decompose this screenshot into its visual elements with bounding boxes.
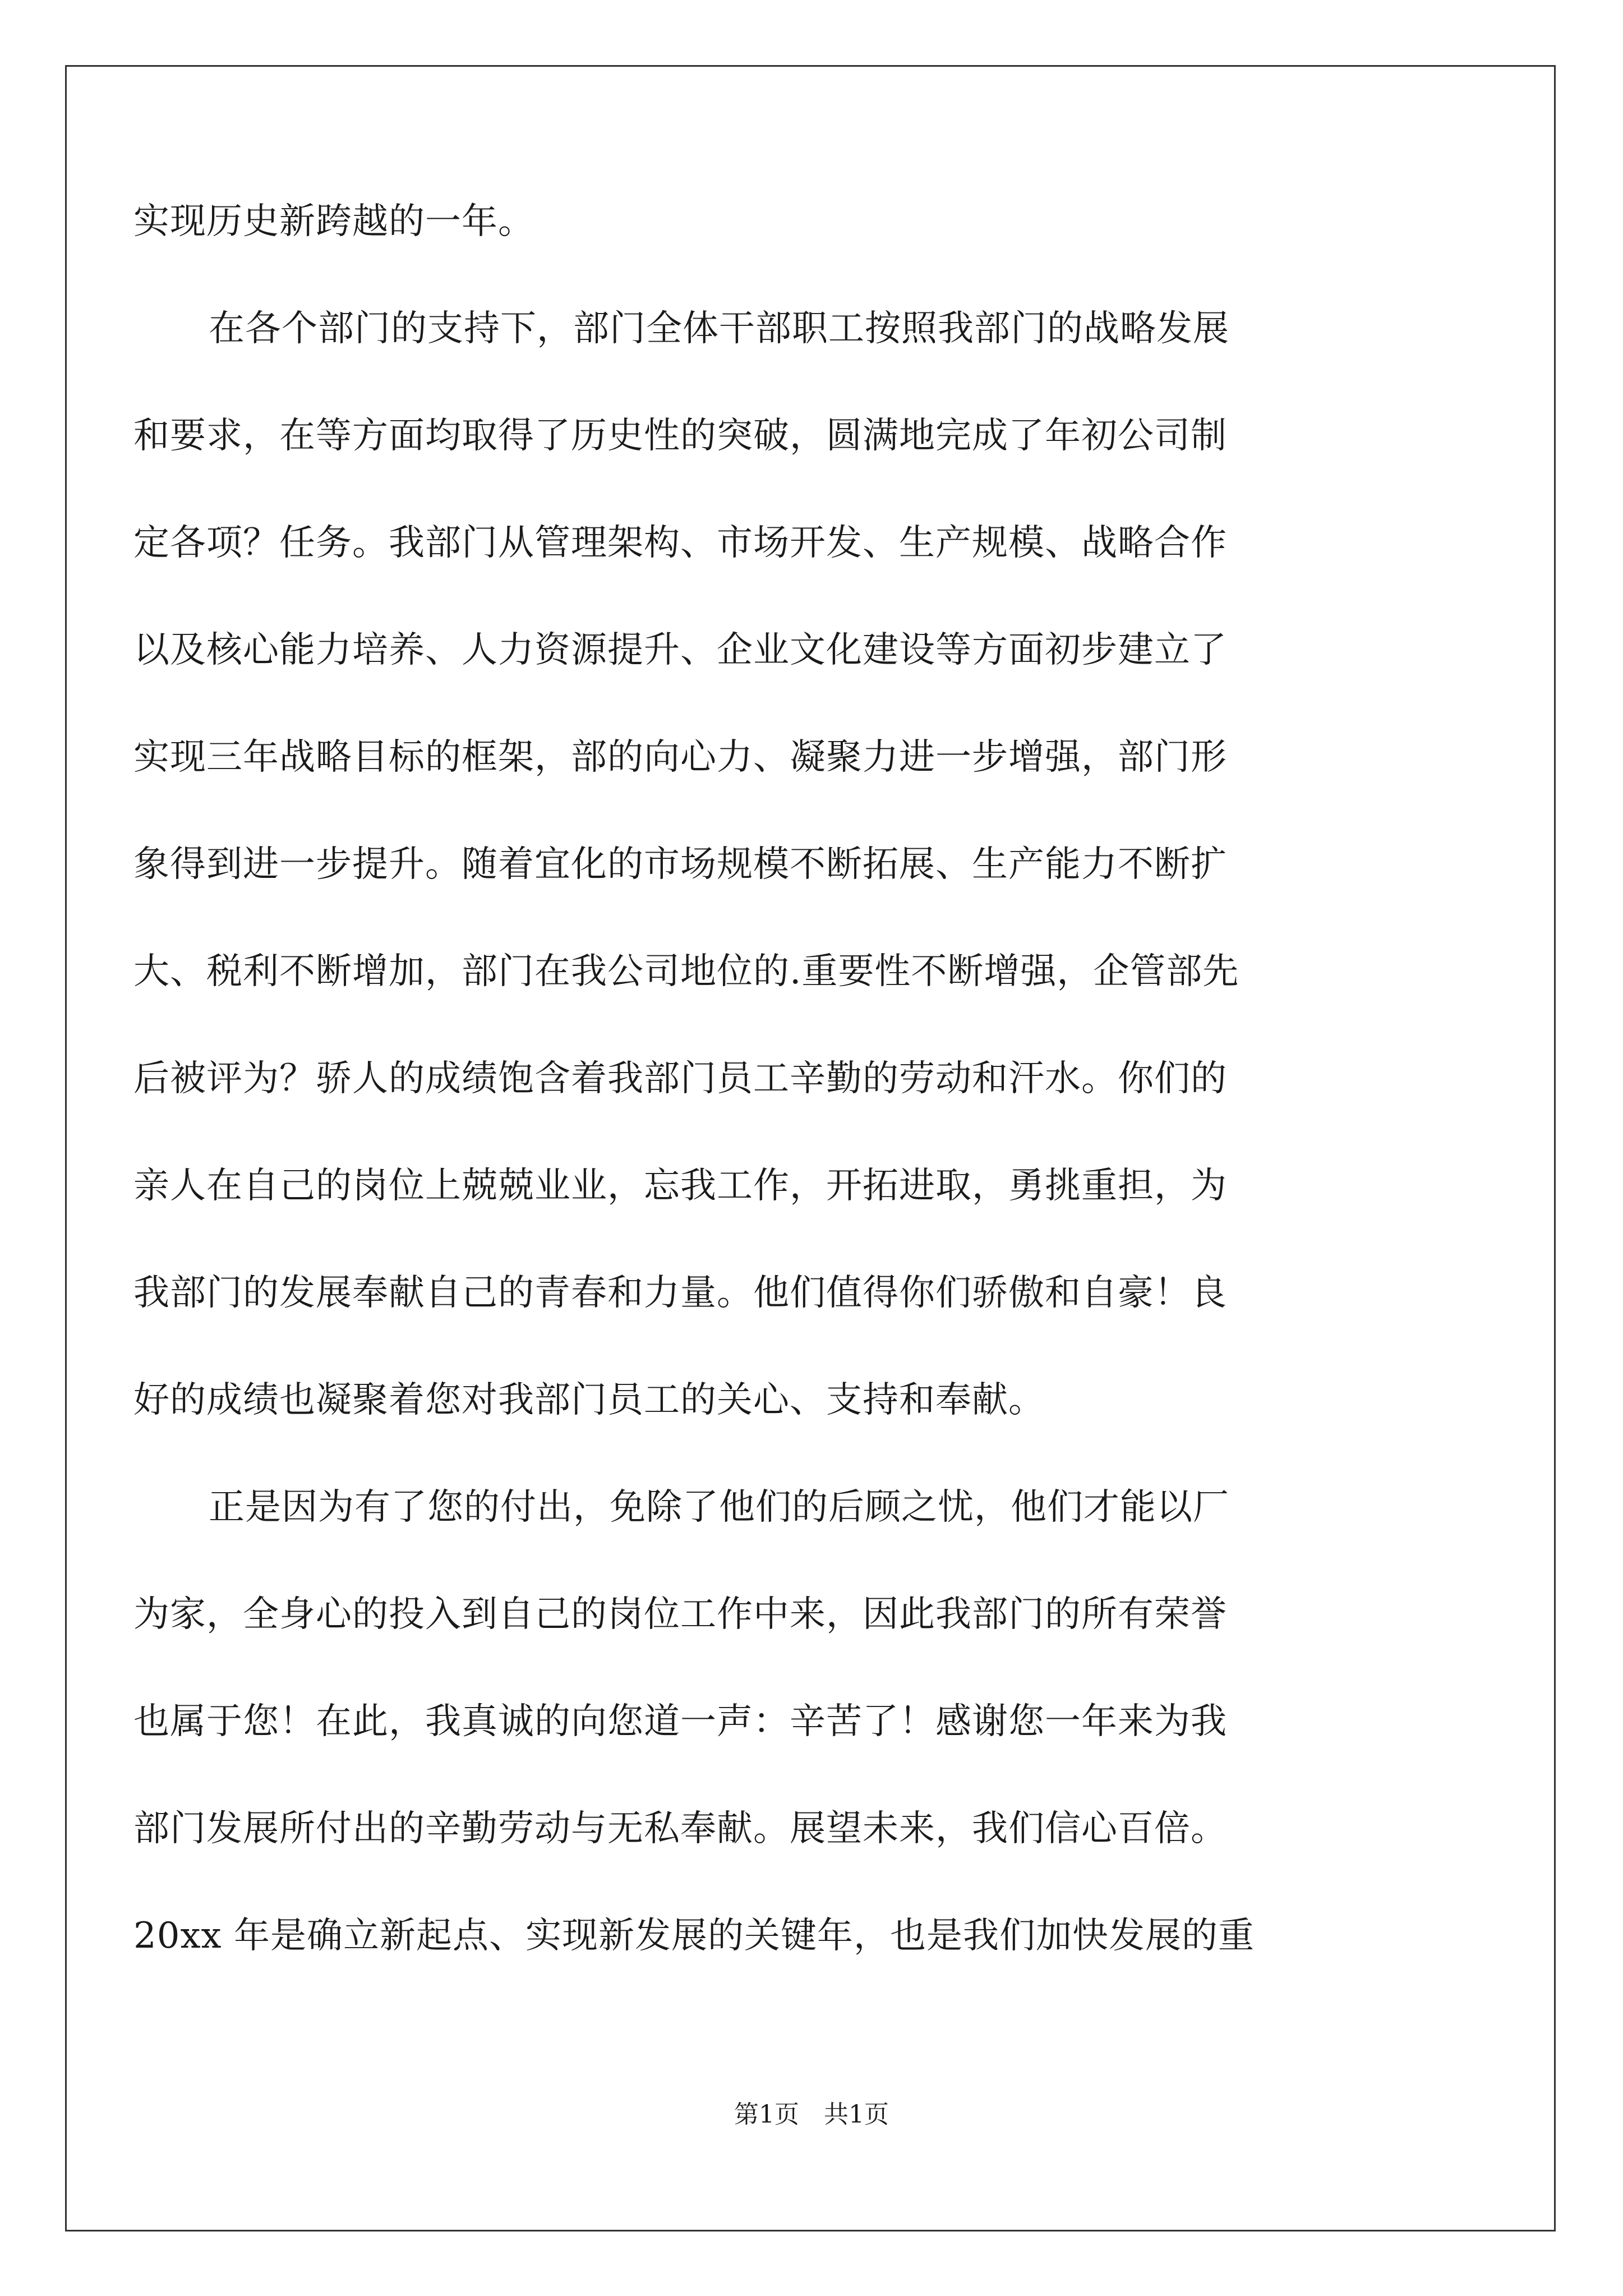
text-line: 实现三年战略目标的框架，部的向心力、凝聚力进一步增强，部门形	[133, 737, 1227, 778]
text-line: 实现历史新跨越的一年。	[133, 201, 534, 242]
text-line: 定各项？任务。我部门从管理架构、市场开发、生产规模、战略合作	[133, 522, 1227, 564]
text-line: 好的成绩也凝聚着您对我部门员工的关心、支持和奉献。	[133, 1379, 1045, 1421]
text-line: 正是因为有了您的付出，免除了他们的后顾之忧，他们才能以厂	[209, 1487, 1229, 1528]
text-line: 象得到进一步提升。随着宜化的市场规模不断拓展、生产能力不断扩	[133, 844, 1227, 885]
text-line: 为家，全身心的投入到自己的岗位工作中来，因此我部门的所有荣誉	[133, 1594, 1227, 1635]
page-number: 第1页 共1页	[734, 2100, 889, 2129]
text-line: 以及核心能力培养、人力资源提升、企业文化建设等方面初步建立了	[133, 629, 1227, 671]
document-body	[133, 168, 1440, 1990]
text-line: 大、税利不断增加，部门在我公司地位的.重要性不断增强，企管部先	[133, 951, 1239, 992]
text-line: 在各个部门的支持下，部门全体干部职工按照我部门的战略发展	[209, 308, 1229, 349]
text-line: 亲人在自己的岗位上兢兢业业，忘我工作，开拓进取，勇挑重担，为	[133, 1165, 1227, 1207]
text-line: 后被评为？骄人的成绩饱含着我部门员工辛勤的劳动和汗水。你们的	[133, 1058, 1227, 1099]
text-line: 也属于您！在此，我真诚的向您道一声：辛苦了！感谢您一年来为我	[133, 1701, 1227, 1742]
page-footer	[0, 2098, 1623, 2132]
text-line: 我部门的发展奉献自己的青春和力量。他们值得你们骄傲和自豪！良	[133, 1272, 1227, 1314]
text-line: 部门发展所付出的辛勤劳动与无私奉献。展望未来，我们信心百倍。	[133, 1808, 1227, 1849]
text-line: 和要求，在等方面均取得了历史性的突破，圆满地完成了年初公司制	[133, 415, 1227, 457]
text-line: 20xx 年是确立新起点、实现新发展的关键年，也是我们加快发展的重	[133, 1915, 1255, 1957]
